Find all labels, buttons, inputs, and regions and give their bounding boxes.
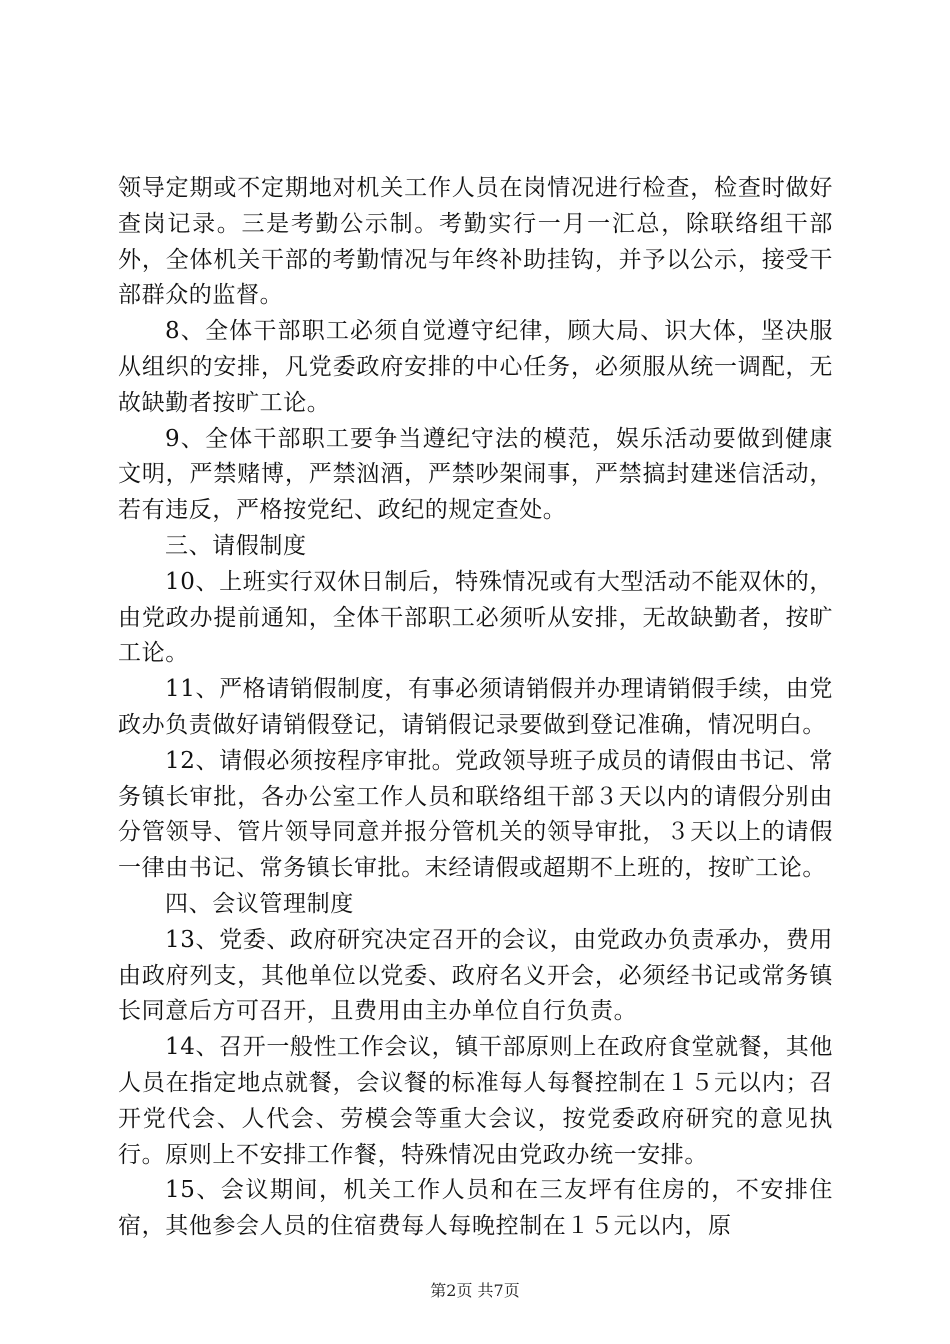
document-body — [118, 171, 833, 1245]
paragraph-item-13: 13、党委、政府研究决定召开的会议，由党政办负责承办，费用由政府列支，其他单位以党委、政府名义开会，必须经书记或常务镇长同意后方可召开，且费用由主办单位自行负责。 — [118, 926, 833, 1025]
paragraph-item-14: 14、召开一般性工作会议，镇干部原则上在政府食堂就餐，其他人员在指定地点就餐，会议餐的标准每人每餐控制在１５元以内；召开党代会、人代会、劳模会等重大会议，按党委政府研究的意见执行。原则上不安排工作餐，特殊情况由党政办统一安排。 — [118, 1034, 833, 1168]
paragraph-item-15: 15、会议期间，机关工作人员和在三友坪有住房的，不安排住宿，其他参会人员的住宿费每人每晚控制在１５元以内，原 — [118, 1177, 833, 1240]
paragraph-item-9: 9、全体干部职工要争当遵纪守法的模范，娱乐活动要做到健康文明，严禁赌博，严禁汹酒，严禁吵架闹事，严禁搞封建迷信活动，若有违反，严格按党纪、政纪的规定查处。 — [118, 425, 833, 524]
section-heading-meeting-management: 四、会议管理制度 — [165, 890, 354, 917]
paragraph-item-11: 11、严格请销假制度，有事必须请销假并办理请销假手续，由党政办负责做好请销假登记，请销假记录要做到登记准确，情况明白。 — [118, 676, 833, 738]
page-footer — [0, 1281, 950, 1301]
paragraph-item-12: 12、请假必须按程序审批。党政领导班子成员的请假由书记、常务镇长审批，各办公室工作人员和联络组干部３天以内的请假分别由分管领导、管片领导同意并报分管机关的领导审批，３天以上的请假一律由书记、常务镇长审批。末经请假或超期不上班的，按旷工论。 — [118, 747, 833, 882]
paragraph-continuation: 领导定期或不定期地对机关工作人员在岗情况进行检查，检查时做好查岗记录。三是考勤公示制。考勤实行一月一汇总，除联络组干部外，全体机关干部的考勤情况与年终补助挂钩，并予以公示，接受干部群众的监督。 — [118, 175, 833, 309]
page-number-label: 第2页 共7页 — [430, 1281, 520, 1300]
paragraph-item-8: 8、全体干部职工必须自觉遵守纪律，顾大局、识大体，坚决服从组织的安排，凡党委政府安排的中心任务，必须服从统一调配，无故缺勤者按旷工论。 — [118, 318, 833, 416]
section-heading-leave-system: 三、请假制度 — [165, 532, 307, 559]
paragraph-item-10: 10、上班实行双休日制后，特殊情况或有大型活动不能双休的，由党政办提前通知，全体干部职工必须听从安排，无故缺勤者，按旷工论。 — [118, 568, 833, 667]
